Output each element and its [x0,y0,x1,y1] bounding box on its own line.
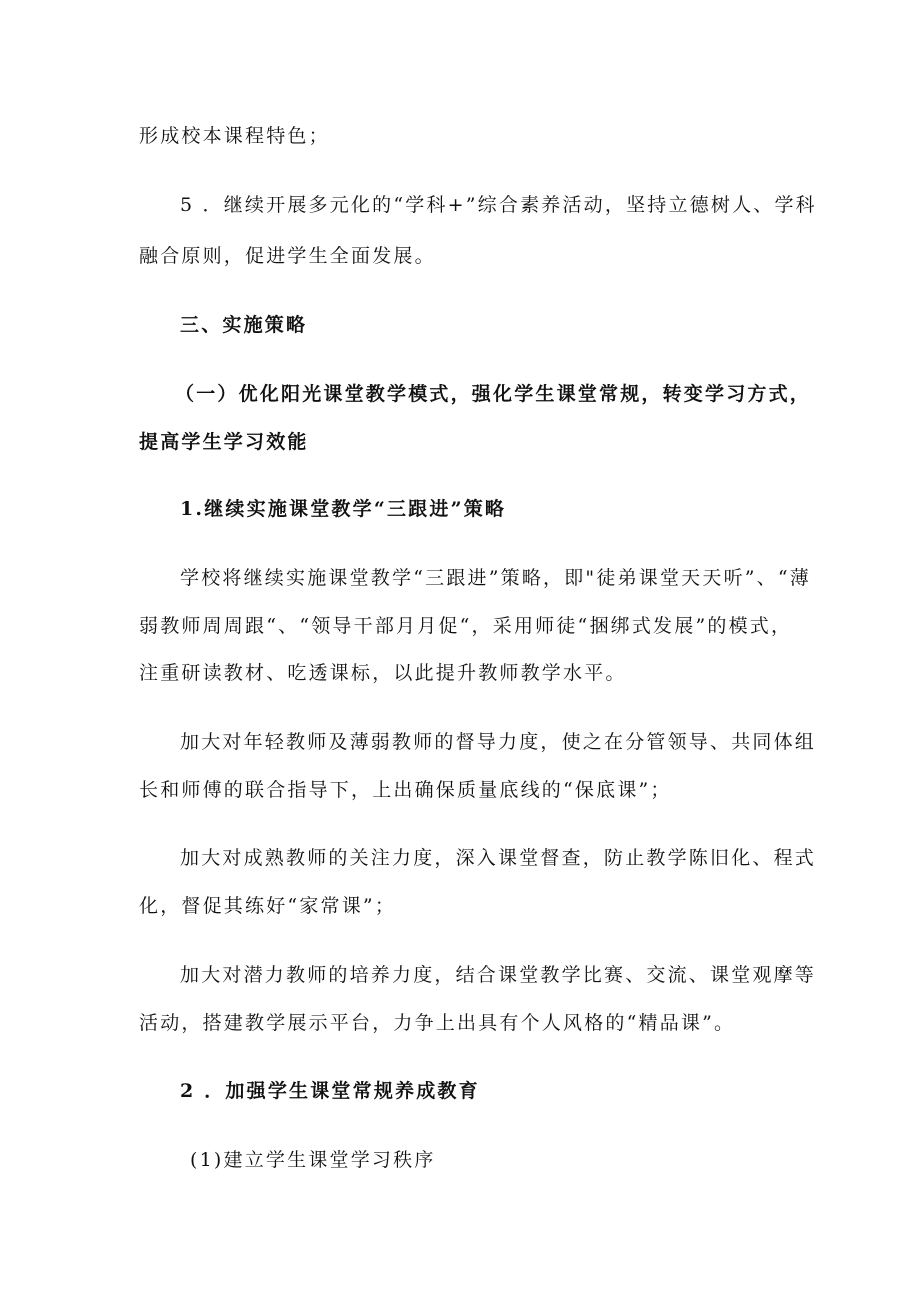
subsection-heading-line-2: 提高学生学习效能 [139,431,309,453]
item-heading-1: 1.继续实施课堂教学“三跟进”策略 [180,498,507,520]
paragraph-line: 注重研读教材、吃透课标，以此提升教师教学水平。 [139,662,627,684]
paragraph-line: 活动，搭建教学展示平台，力争上出具有个人风格的“精品课”。 [139,1012,736,1034]
item-heading-2: 2 ．加强学生课堂常规养成教育 [180,1080,480,1102]
list-item-5-line-1: 5 ．继续开展多元化的“学科+”综合素养活动，坚持立德树人、学科 [180,194,817,216]
paragraph-line: 加大对年轻教师及薄弱教师的督导力度，使之在分管领导、共同体组 [180,731,817,753]
subsection-heading-line-1: （一）优化阳光课堂教学模式，强化学生课堂常规，转变学习方式， [175,383,812,405]
section-heading: 三、实施策略 [180,314,308,336]
paragraph-line: 化，督促其练好“家常课”； [139,895,397,917]
paragraph-line: 加大对成熟教师的关注力度，深入课堂督查，防止教学陈旧化、程式 [180,847,817,869]
paragraph-line: 加大对潜力教师的培养力度，结合课堂教学比赛、交流、课堂观摩等 [180,964,817,986]
sub-item-heading: (1)建立学生课堂学习秩序 [190,1149,436,1171]
paragraph-line: 长和师傅的联合指导下，上出确保质量底线的“保底课”； [139,779,672,801]
paragraph-line: 弱教师周周跟“、“领导干部月月促“，采用师徒“捆绑式发展”的模式， [139,615,793,637]
paragraph-line: 形成校本课程特色； [139,125,330,147]
list-item-5-line-2: 融合原则，促进学生全面发展。 [139,245,436,267]
paragraph-line: 学校将继续实施课堂教学“三跟进”策略，即"徒弟课堂天天听”、“薄 [180,567,811,589]
